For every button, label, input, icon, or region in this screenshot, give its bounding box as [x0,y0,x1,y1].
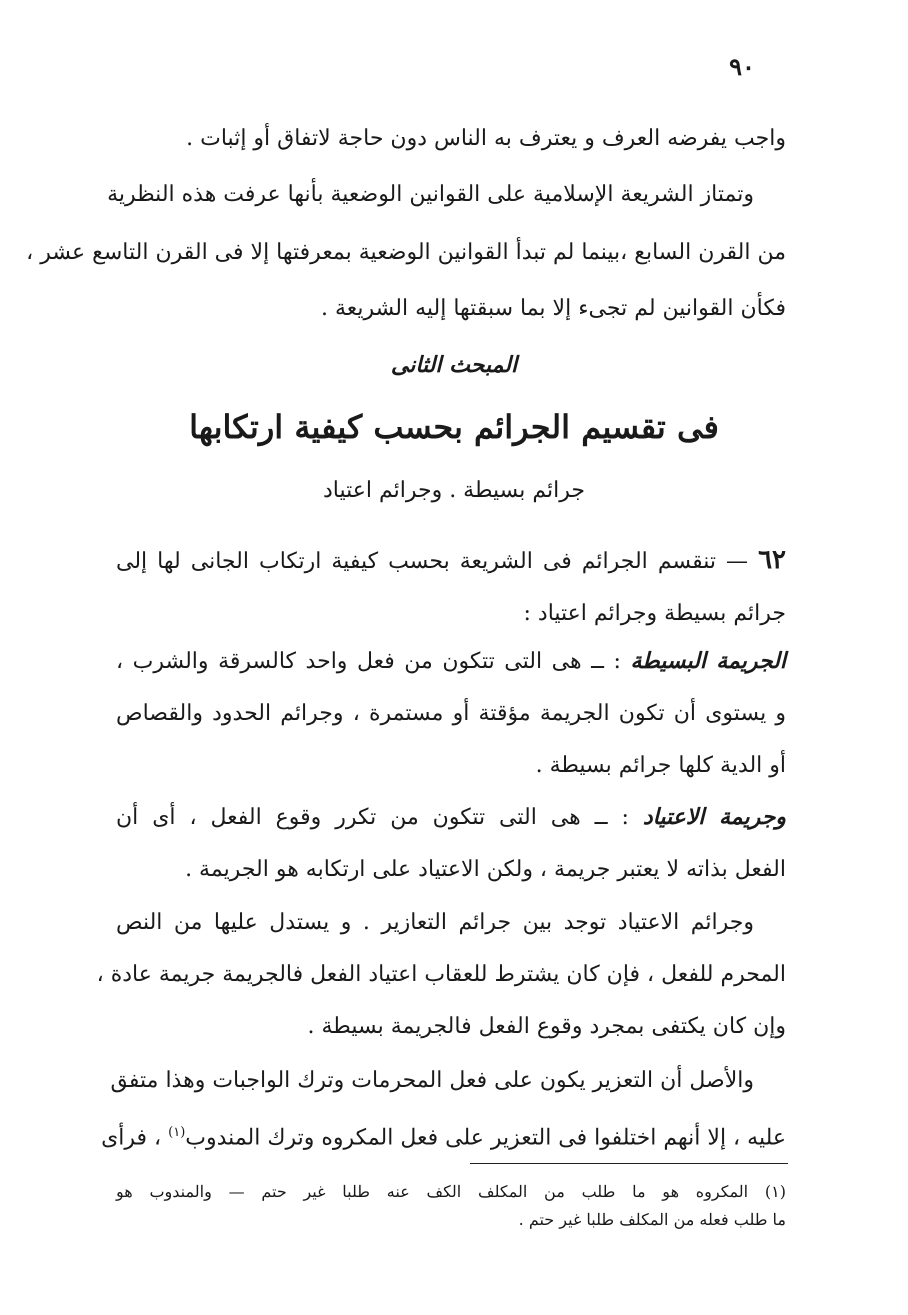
text-line: أو الدية كلها جرائم بسيطة . [535,753,786,778]
paragraph-origin [101,1066,786,1153]
text-line: الفعل بذاته لا يعتبر جريمة ، ولكن الاعتياد على ارتكابه هو الجريمة . [185,857,786,882]
text-line: والأصل أن التعزير يكون على فعل المحرمات وترك الواجبات وهذا متفق [110,1068,754,1093]
paragraph-habit-crime [116,802,786,885]
footnote-line: (١) المكروه هو ما طلب من المكلف الكف عنه طلبا غير حتم — والمندوب هو [116,1182,786,1201]
page-number: ٩٠ [729,52,755,81]
text-segment: تنقسم الجرائم فى الشريعة بحسب كيفية ارتكاب الجانى لها إلى [116,549,716,574]
text-line: من القرن السابع ،بينما لم تبدأ القوانين الوضعية بمعرفتها إلا فى القرن التاسع عشر ، [26,240,786,265]
text-line [116,545,786,577]
text-line: جرائم بسيطة وجرائم اعتياد : [523,601,786,626]
section-label: المبحث الثانى [390,352,518,378]
footnote-divider [470,1163,788,1164]
text-line: وتمتاز الشريعة الإسلامية على القوانين الوضعية بأنها عرفت هذه النظرية [107,182,754,207]
text-line: و يستوى أن تكون الجريمة مؤقتة أو مستمرة ، وجرائم الحدود والقصاص [116,701,786,726]
text-line [101,1118,786,1153]
footnote-reference: (١) [168,1125,186,1140]
section-subtitle: جرائم بسيطة . وجرائم اعتياد [322,478,586,503]
paragraph-habit-tazir [96,908,786,1042]
text-line: وجرائم الاعتياد توجد بين جرائم التعازير . و يستدل عليها من النص [116,910,754,935]
term-habit-crime: وجريمة الاعتياد [642,804,786,830]
dash: — [726,549,749,574]
text-line: وإن كان يكتفى بمجرد وقوع الفعل فالجريمة بسيطة . [307,1014,786,1039]
paragraph-top-2 [26,180,786,324]
text-line: واجب يفرضه العرف و يعترف به الناس دون حاجة لاتفاق أو إثبات . [186,126,786,151]
footnote-line: ما طلب فعله من المكلف طلبا غير حتم . [518,1210,786,1229]
paragraph-simple-crime [116,646,786,781]
text-line: فكأن القوانين لم تجىء إلا بما سبقتها إليه الشريعة . [321,296,786,321]
paragraph-62 [116,545,786,629]
footnotes [116,1178,786,1234]
text-line [116,802,786,833]
text-segment: : ــ هى التى تتكون من تكرر وقوع الفعل ، أى أن [116,805,629,830]
text-segment: : ــ هى التى تتكون من فعل واحد كالسرقة والشرب ، [116,649,621,674]
text-line: المحرم للفعل ، فإن كان يشترط للعقاب اعتياد الفعل فالجريمة جريمة عادة ، [96,962,786,987]
text-segment: عليه ، إلا أنهم اختلفوا فى التعزير على فعل المكروه وترك المندوب [185,1125,786,1151]
paragraph-top-1 [116,124,786,154]
term-simple-crime: الجريمة البسيطة [630,648,786,674]
text-segment: ، فرأى [101,1125,162,1151]
paragraph-number: ٦٢ [758,545,787,575]
section-title: فى تقسيم الجرائم بحسب كيفية ارتكابها [189,408,719,446]
text-line [116,646,786,677]
